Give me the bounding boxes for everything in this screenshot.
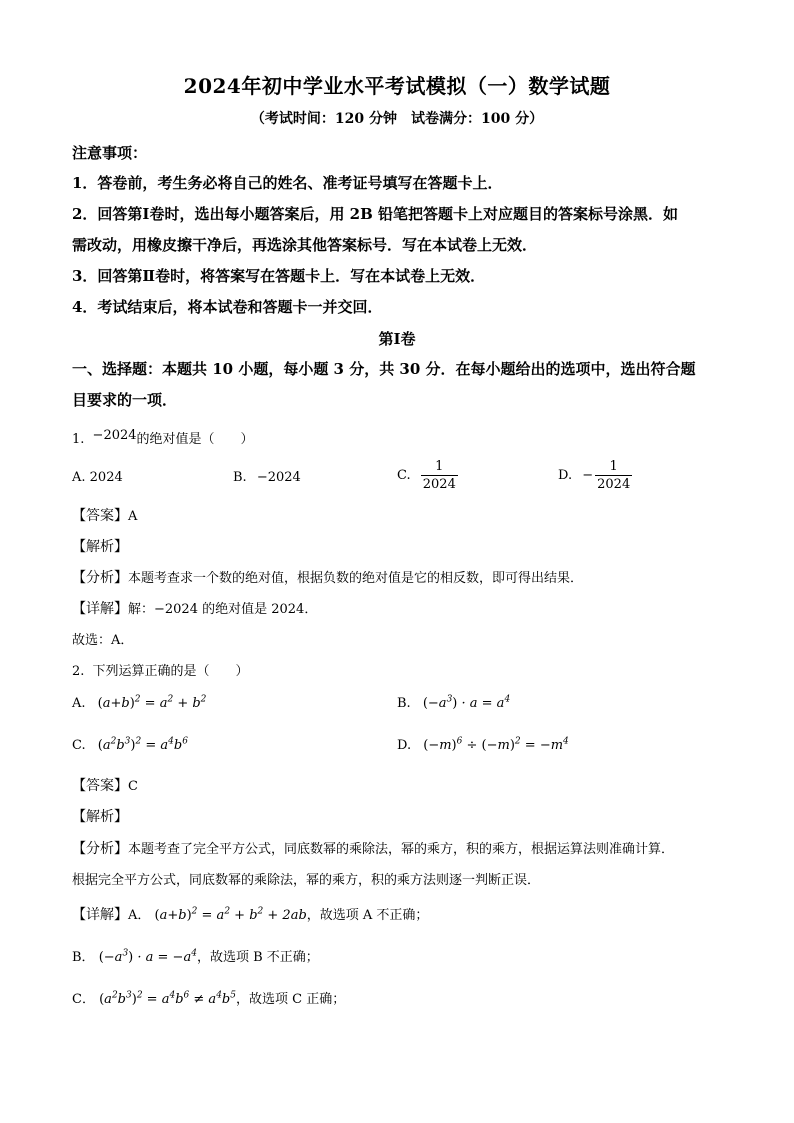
answer-value: A [128, 509, 138, 524]
detail-prefix: A． [128, 908, 151, 923]
option-label: C. [72, 738, 86, 753]
notice-item: 3．回答第Ⅱ卷时，将答案写在答题卡上．写在本试卷上无效． [72, 267, 486, 285]
option-label: D. [558, 468, 573, 483]
analysis-tag: 【解析】 [72, 539, 128, 555]
notice-heading: 注意事项： [72, 144, 148, 162]
q2-detail-c [72, 988, 345, 1007]
page-title: 2024年初中学业水平考试模拟（一）数学试题 [183, 74, 611, 98]
q2-answer [72, 775, 138, 795]
detail-suffix: ，故选项 B 不正确； [196, 950, 319, 965]
q2-option-b [397, 696, 510, 711]
notice-item: 2．回答第Ⅰ卷时，选出每小题答案后，用 2B 铅笔把答题卡上对应题目的答案标号涂黑．如 [72, 205, 679, 223]
q1-option-a: A. 2024 [72, 470, 123, 485]
option-label: C. [397, 468, 411, 483]
section-instructions: 一、选择题：本题共 10 小题，每小题 3 分，共 30 分．在每小题给出的选项中，选出符合题 [72, 360, 696, 378]
question-text: 下列运算正确的是（ ） [92, 664, 249, 679]
option-label: B. [397, 696, 411, 711]
detail-prefix: B． [72, 950, 95, 965]
option-sign: − [582, 468, 594, 483]
q1-answer [72, 505, 137, 525]
q2-detail-a [72, 904, 428, 924]
fenxi-tag: 【分析】 [72, 841, 128, 857]
notice-item: 需改动，用橡皮擦干净后，再选涂其他答案标号．写在本试卷上无效． [72, 236, 538, 254]
option-label: A. [72, 696, 86, 711]
fenxi-tag: 【分析】 [72, 570, 128, 586]
detail-tag: 【详解】 [72, 601, 128, 617]
section-instructions: 目要求的一项． [72, 391, 178, 409]
answer-tag: 【答案】 [72, 778, 128, 794]
math-expression: $(a^2b^3)^2 = a^4b^6$ [97, 736, 188, 753]
detail-suffix: ，故选项 C 正确； [235, 992, 346, 1007]
question-number: 2. [72, 664, 85, 679]
answer-tag: 【答案】 [72, 508, 128, 524]
q2-detail-b [72, 946, 319, 965]
fenxi-text: 本题考查了完全平方公式，同底数幂的乘除法，幂的乘方，积的乘方，根据运算法则准确计算． [128, 842, 675, 857]
fraction [421, 458, 458, 493]
q2-fenxi-continued: 根据完全平方公式，同底数幂的乘除法，幂的乘方，积的乘方法则逐一判断正误． [72, 873, 541, 888]
fraction-denominator: 2024 [422, 477, 456, 492]
question-expression: −2024 [92, 428, 137, 443]
detail-suffix: ，故选项 A 不正确； [306, 908, 429, 923]
q1-option-d [558, 458, 632, 493]
detail-prefix: C． [72, 992, 95, 1007]
q2-analysis-tag [72, 806, 128, 826]
math-expression: $(a^2b^3)^2 = a^4b^6 \ne a^4b^5$ [99, 990, 236, 1007]
question-1-stem [72, 428, 254, 447]
math-expression: $(-a^3) \cdot a = -a^4$ [98, 948, 197, 965]
math-expression: $(-a^3) \cdot a = a^4$ [422, 694, 511, 711]
volume-heading: 第Ⅰ卷 [378, 330, 416, 348]
fraction-denominator: 2024 [597, 477, 631, 492]
question-text: 的绝对值是（ ） [136, 432, 254, 447]
q2-fenxi [72, 838, 674, 858]
exam-time-info: （考试时间：120 分钟 试卷满分：100 分） [250, 111, 544, 127]
q1-analysis-tag [72, 536, 128, 556]
fenxi-text: 本题考查求一个数的绝对值，根据负数的绝对值是它的相反数，即可得出结果． [128, 571, 584, 586]
option-label: B. [233, 470, 247, 485]
q1-choose: 故选：A． [72, 633, 134, 648]
notice-item: 1．答卷前，考生务必将自己的姓名、准考证号填写在答题卡上． [72, 174, 503, 192]
detail-text: 解：−2024 的绝对值是 2024． [128, 602, 318, 617]
option-value: −2024 [256, 470, 301, 485]
q1-detail [72, 598, 317, 618]
math-expression: $(a+b)^2 = a^2 + b^2 + 2ab$ [154, 906, 307, 923]
fraction [595, 458, 632, 493]
question-number: 1. [72, 432, 85, 447]
analysis-tag: 【解析】 [72, 809, 128, 825]
question-2-stem [72, 660, 249, 679]
fraction-numerator: 1 [609, 459, 618, 474]
option-label: D. [397, 738, 412, 753]
q1-option-c [397, 458, 458, 493]
q1-fenxi [72, 567, 583, 587]
notice-item: 4．考试结束后，将本试卷和答题卡一并交回． [72, 298, 383, 316]
answer-value: C [128, 779, 138, 794]
q1-option-b [233, 470, 301, 485]
q2-option-a [72, 696, 206, 711]
math-expression: $(a+b)^2 = a^2 + b^2$ [97, 694, 207, 711]
q2-option-d [397, 738, 569, 753]
fraction-numerator: 1 [435, 459, 444, 474]
math-expression: $(-m)^6 \div (-m)^2 = -m^4$ [423, 736, 569, 753]
detail-tag: 【详解】 [72, 907, 128, 923]
q2-option-c [72, 738, 188, 753]
